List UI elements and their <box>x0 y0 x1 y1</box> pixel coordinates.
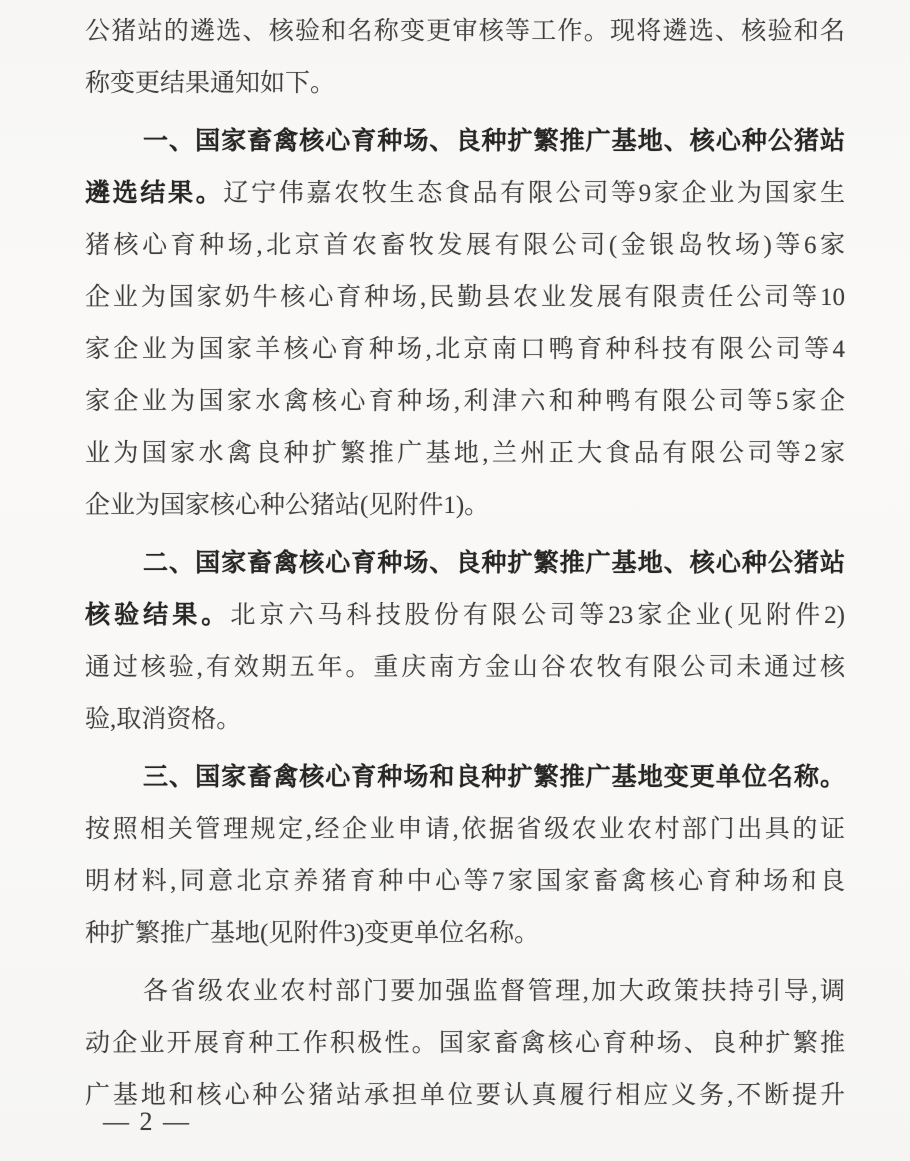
section-heading-run: 遴选结果。 <box>85 180 224 207</box>
text-line <box>85 966 845 1018</box>
text-run: 种扩繁推广基地(见附件3)变更单位名称。 <box>85 920 540 947</box>
text-line <box>85 694 845 746</box>
text-run: 家企业为国家羊核心育种场,北京南口鸭育种科技有限公司等4 <box>85 336 845 363</box>
text-line <box>85 324 845 376</box>
section-heading-run: 三、国家畜禽核心育种场和良种扩繁推广基地变更单位名称。 <box>143 764 845 791</box>
text-line <box>85 642 845 694</box>
text-run: 企业为国家奶牛核心育种场,民勤县农业发展有限责任公司等10 <box>85 284 845 311</box>
section-heading-run: 核验结果。 <box>85 602 231 629</box>
text-line <box>85 116 845 168</box>
text-line <box>85 538 845 590</box>
text-line <box>85 6 845 58</box>
text-line <box>85 376 845 428</box>
text-line <box>85 480 845 532</box>
section-heading-run: 一、国家畜禽核心育种场、良种扩繁推广基地、核心种公猪站 <box>143 128 845 155</box>
text-run: 称变更结果通知如下。 <box>85 70 336 97</box>
text-run: 业为国家水禽良种扩繁推广基地,兰州正大食品有限公司等2家 <box>85 440 845 467</box>
text-run: 各省级农业农村部门要加强监督管理,加大政策扶持引导,调 <box>143 978 845 1005</box>
text-line <box>85 428 845 480</box>
text-run: 北京六马科技股份有限公司等23家企业(见附件2) <box>230 602 845 629</box>
text-line <box>85 168 845 220</box>
text-line <box>85 908 845 960</box>
text-run: 公猪站的遴选、核验和名称变更审核等工作。现将遴选、核验和名 <box>85 18 845 45</box>
text-line <box>85 752 845 804</box>
page-number: — 2 — <box>103 1107 191 1136</box>
text-run: 猪核心育种场,北京首农畜牧发展有限公司(金银岛牧场)等6家 <box>85 232 845 259</box>
text-run: 企业为国家核心种公猪站(见附件1)。 <box>85 492 490 519</box>
text-run: 明材料,同意北京养猪育种中心等7家国家畜禽核心育种场和良 <box>85 868 845 895</box>
text-run: 验,取消资格。 <box>85 706 242 733</box>
text-line <box>85 856 845 908</box>
text-line <box>85 272 845 324</box>
text-line <box>85 220 845 272</box>
text-run: 辽宁伟嘉农牧生态食品有限公司等9家企业为国家生 <box>223 180 845 207</box>
section-heading-run: 二、国家畜禽核心育种场、良种扩繁推广基地、核心种公猪站 <box>143 550 845 577</box>
text-line <box>85 804 845 856</box>
text-run: 按照相关管理规定,经企业申请,依据省级农业农村部门出具的证 <box>85 816 845 843</box>
text-block <box>85 6 845 1122</box>
text-run: 通过核验,有效期五年。重庆南方金山谷农牧有限公司未通过核 <box>85 654 845 681</box>
text-line <box>85 1070 845 1122</box>
text-run: 动企业开展育种工作积极性。国家畜禽核心育种场、良种扩繁推 <box>85 1030 845 1057</box>
text-run: 广基地和核心种公猪站承担单位要认真履行相应义务,不断提升 <box>85 1082 845 1109</box>
text-line <box>85 590 845 642</box>
text-line <box>85 1018 845 1070</box>
text-run: 家企业为国家水禽核心育种场,利津六和种鸭有限公司等5家企 <box>85 388 845 415</box>
text-line <box>85 58 845 110</box>
